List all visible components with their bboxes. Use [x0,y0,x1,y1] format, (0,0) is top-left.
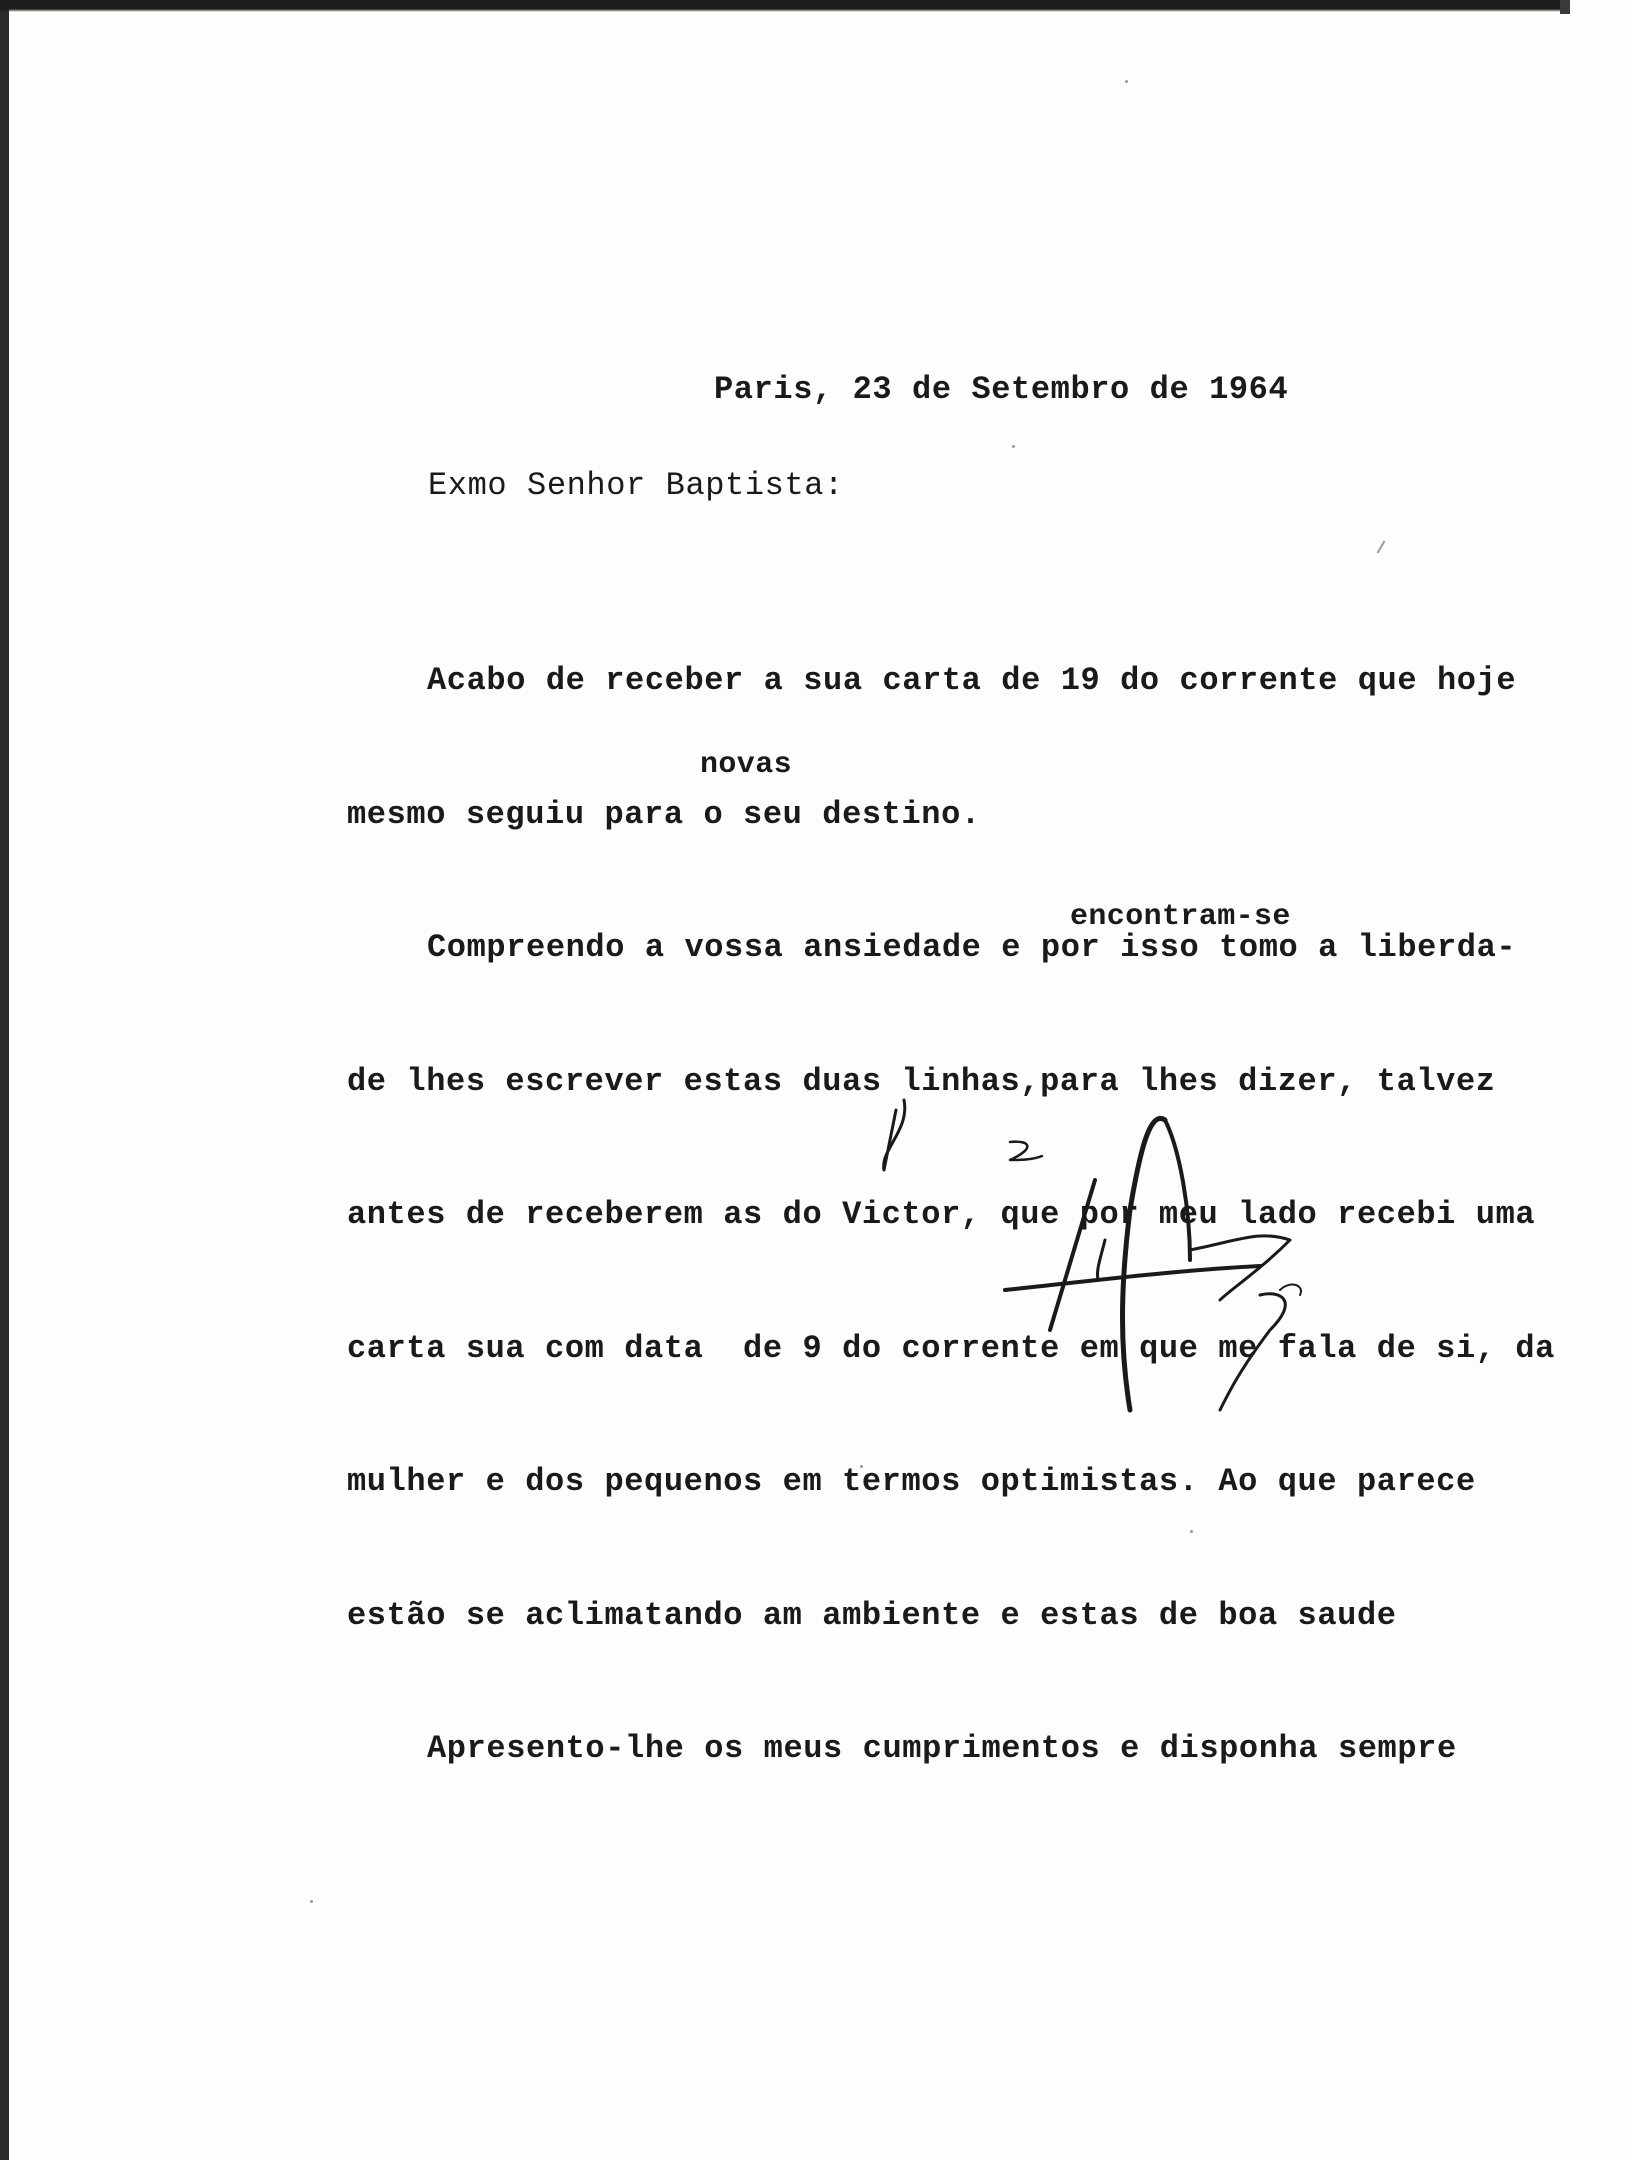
scan-speck [1377,540,1386,553]
overtype-correction: encontram-se [1070,900,1291,934]
scan-speck [310,1900,313,1903]
scan-speck [1012,445,1015,448]
body-line: estão se aclimatando am ambiente e estas de boa saude [347,1596,1397,1634]
scan-edge-mark [1560,0,1570,14]
body-line: Compreendo a vossa ansiedade e por isso tomo a liberda- [427,929,1517,966]
body-line: mulher e dos pequenos em termos optimistas. Ao que parece [347,1463,1476,1500]
date-line: Paris, 23 de Setembro de 1964 [714,371,1289,408]
body-line: mesmo seguiu para o seu destino. [347,795,981,833]
overtype-correction: novas [700,748,793,782]
salutation: Exmo Senhor Baptista: [428,467,844,504]
scan-speck [1125,80,1128,83]
body-line: de lhes escrever estas duas linhas,para lhes dizer, talvez [347,1062,1496,1100]
scan-edge-top [0,0,1560,12]
handwritten-signature [860,1090,1380,1430]
body-line: carta sua com data de 9 do corrente em que me fala de si, da [347,1329,1555,1367]
body-line: Acabo de receber a sua carta de 19 do corrente que hoje [427,662,1517,699]
body-line: Apresento-lhe os meus cumprimentos e disponha sempre [427,1730,1457,1767]
scan-edge-left [0,0,9,2160]
body-line: antes de receberem as do Victor, que por meu lado recebi uma [347,1196,1536,1233]
